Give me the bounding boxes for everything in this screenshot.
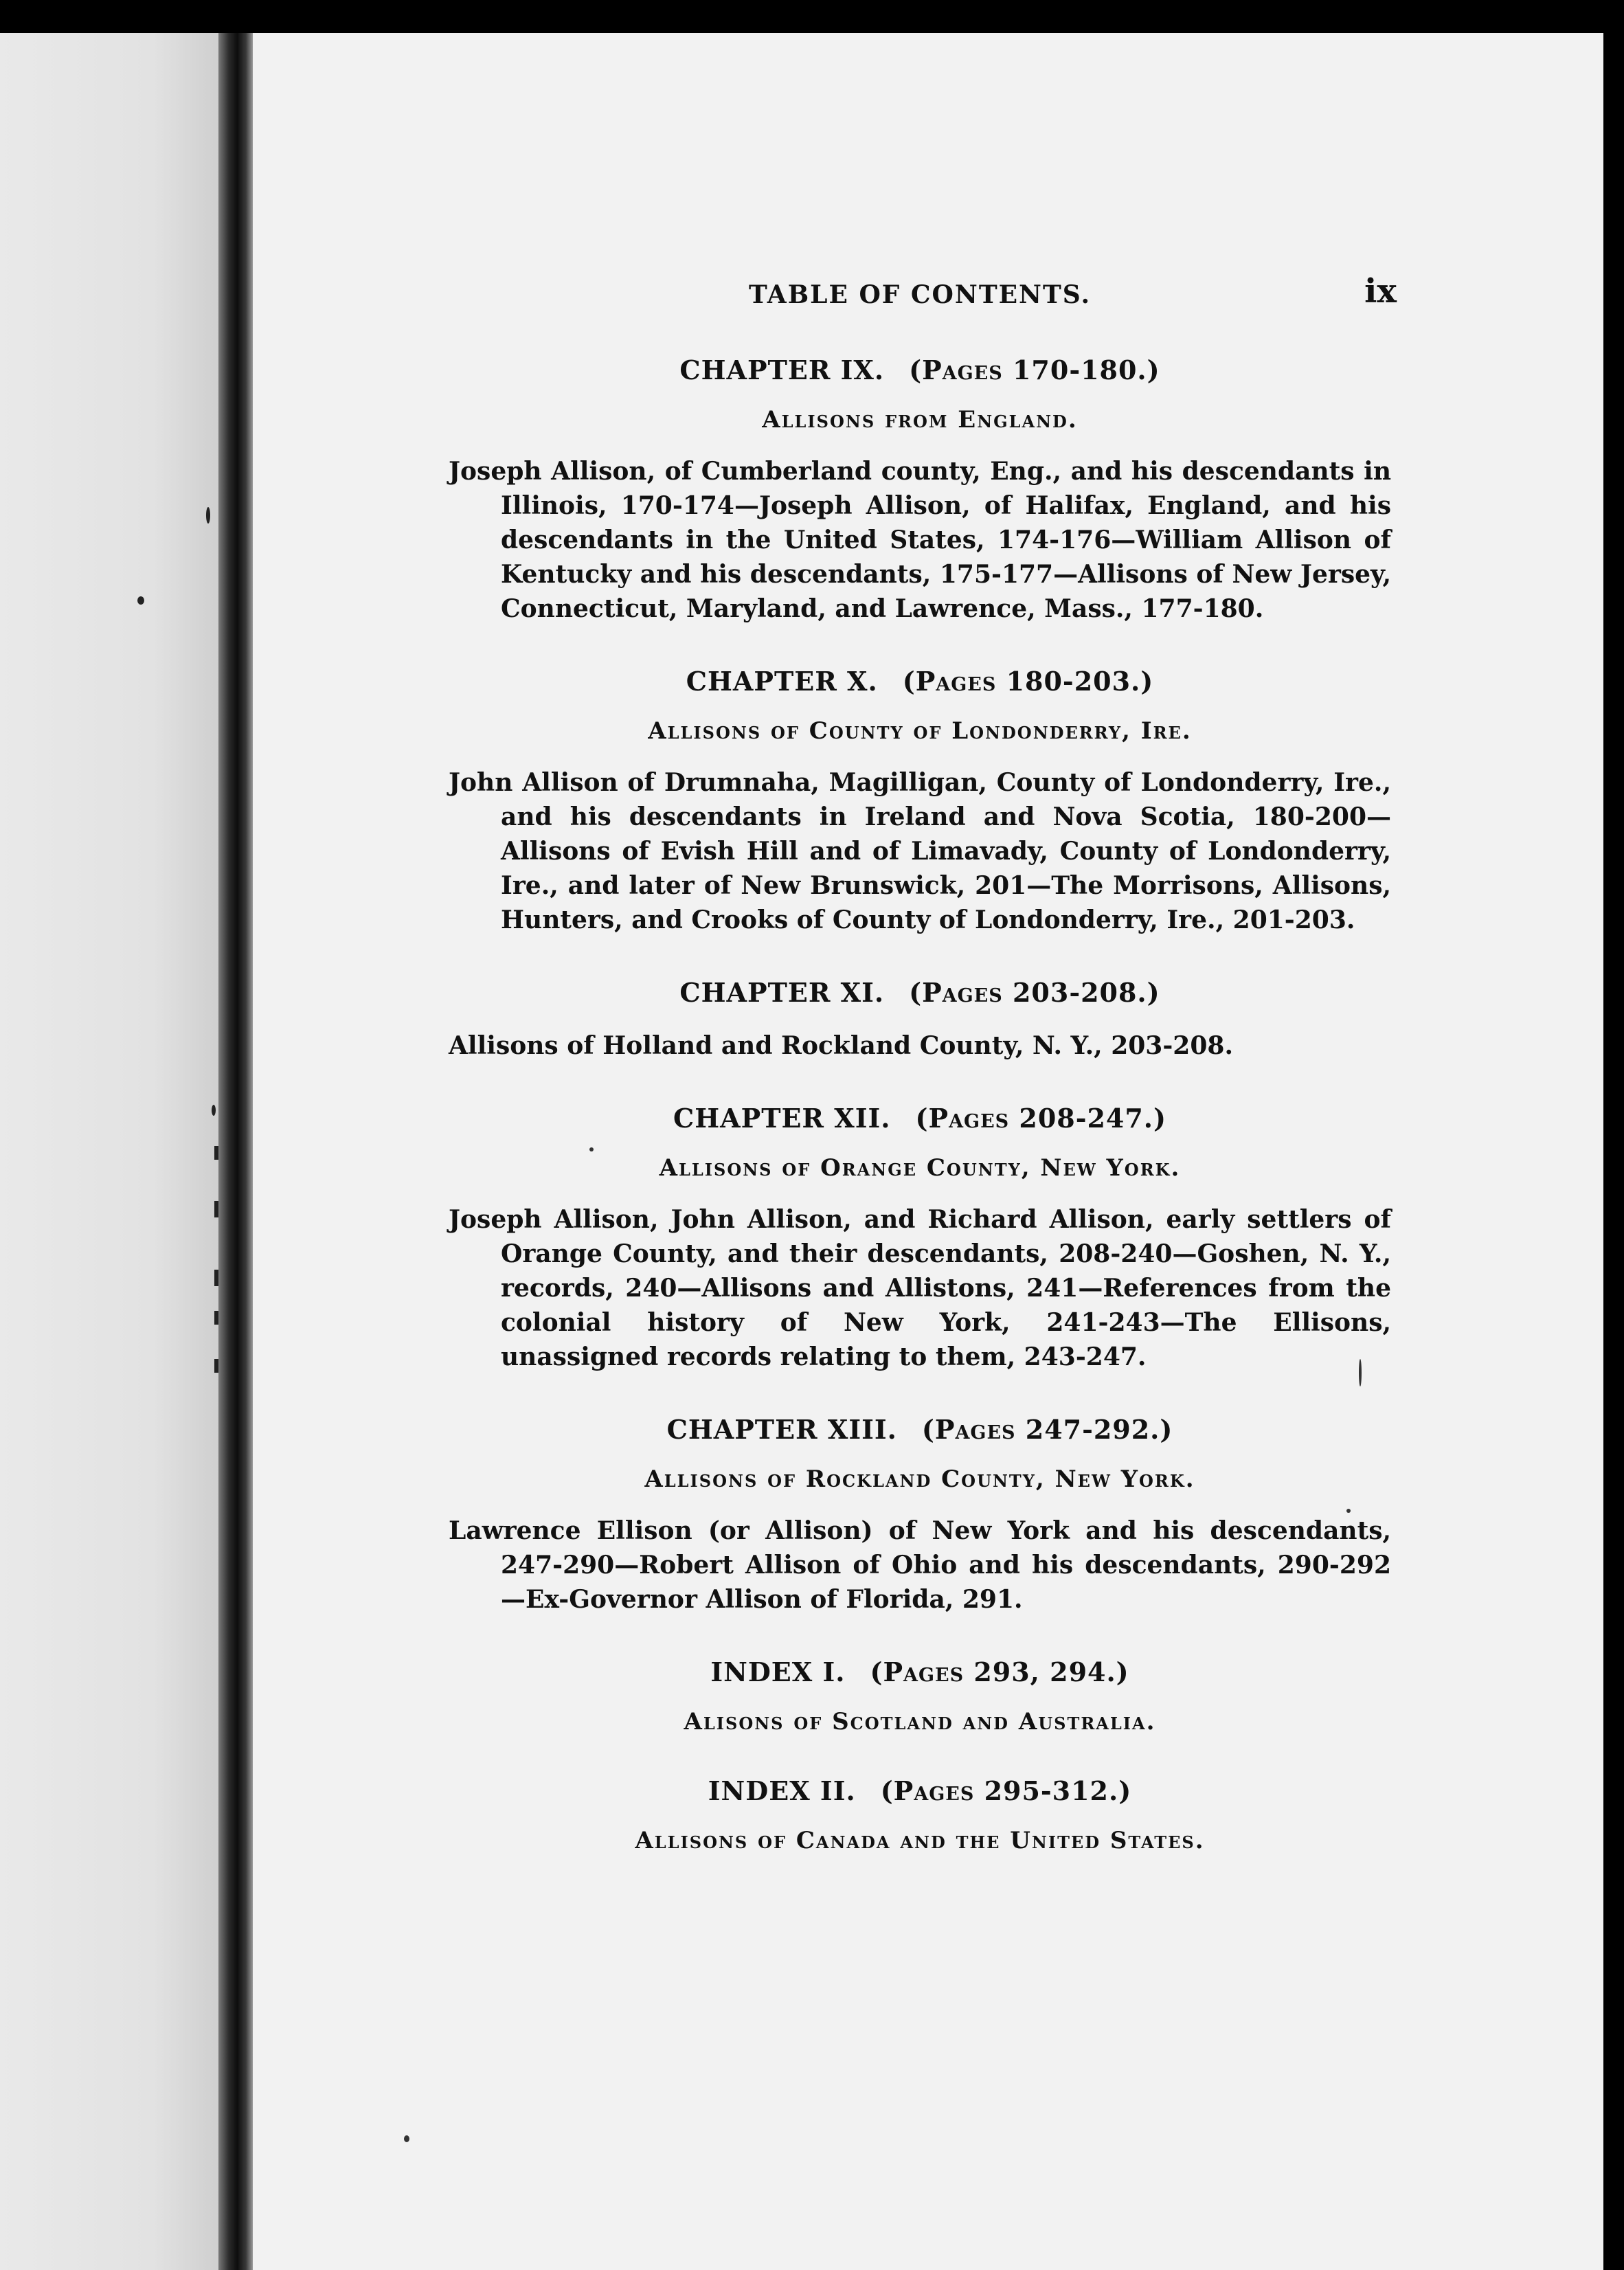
chapter-subtitle: Allisons of County of Londonderry, Ire. bbox=[648, 717, 1192, 745]
facing-page-left bbox=[0, 33, 218, 2270]
ink-speck bbox=[137, 596, 144, 605]
chapter-summary: Joseph Allison, John Allison, and Richard Allison, early settlers of Orange County, and their descendants, 208-240—Goshen, N. Y., records, 240—Allisons and Allistons, 241—References from the colonial history of New York, 241-243—The Ellisons, unassigned records relating to them, 243-247. bbox=[449, 1205, 1391, 1371]
chapter-pages: (Pages 170-180.) bbox=[909, 355, 1160, 385]
index-subtitle: Allisons of Canada and the United States. bbox=[635, 1827, 1205, 1854]
index-pages: (Pages 295-312.) bbox=[880, 1775, 1132, 1806]
table-of-contents bbox=[449, 253, 1397, 1854]
book-gutter bbox=[218, 33, 253, 2270]
chapter-pages: (Pages 247-292.) bbox=[921, 1414, 1173, 1445]
chapter-heading bbox=[449, 1414, 1391, 1445]
book-page bbox=[253, 33, 1603, 2270]
scan-border-top bbox=[0, 0, 1624, 34]
page-number: ix bbox=[1364, 272, 1397, 311]
chapter-heading bbox=[449, 1103, 1391, 1134]
chapter-pages: (Pages 203-208.) bbox=[909, 977, 1160, 1008]
chapter-subtitle: Allisons of Rockland County, New York. bbox=[644, 1465, 1195, 1493]
chapter-pages: (Pages 180-203.) bbox=[902, 666, 1154, 697]
ink-speck bbox=[404, 2135, 409, 2142]
scan-border-right bbox=[1605, 0, 1624, 2270]
running-head bbox=[449, 253, 1397, 315]
index-number: INDEX I. bbox=[710, 1656, 846, 1687]
running-title: TABLE OF CONTENTS. bbox=[748, 280, 1091, 309]
chapter-summary: John Allison of Drumnaha, Magilligan, County of Londonderry, Ire., and his descendants in Ireland and Nova Scotia, 180-200—Allisons of Evish Hill and of Limavady, County of Londonderry, Ire., and later of New Brunswick, 201—The Morrisons, Allisons, Hunters, and Crooks of County of Londonderry, Ire., 201-203. bbox=[449, 768, 1391, 934]
chapter-summary: Allisons of Holland and Rockland County, N. Y., 203-208. bbox=[449, 1031, 1233, 1060]
ink-speck bbox=[212, 1105, 216, 1116]
index-heading bbox=[449, 1656, 1391, 1687]
index-pages: (Pages 293, 294.) bbox=[870, 1656, 1129, 1687]
index-number: INDEX II. bbox=[708, 1775, 856, 1806]
chapter-number: CHAPTER XII. bbox=[673, 1103, 891, 1134]
chapter-subtitle: Allisons of Orange County, New York. bbox=[659, 1154, 1181, 1182]
chapter-heading bbox=[449, 977, 1391, 1008]
chapter-number: CHAPTER XI. bbox=[679, 977, 885, 1008]
chapter-summary: Joseph Allison, of Cumberland county, Eng., and his descendants in Illinois, 170-174—Joseph Allison, of Halifax, England, and his descendants in the United States, 174-176—William Allison of Kentucky and his descendants, 175-177—Allisons of New Jersey, Connecticut, Maryland, and Lawrence, Mass., 177-180. bbox=[449, 457, 1391, 623]
chapter-pages: (Pages 208-247.) bbox=[915, 1103, 1167, 1134]
chapter-heading bbox=[449, 666, 1391, 697]
chapter-number: CHAPTER XIII. bbox=[666, 1414, 897, 1445]
chapter-heading bbox=[449, 355, 1391, 385]
chapter-number: CHAPTER X. bbox=[686, 666, 878, 697]
index-heading bbox=[449, 1775, 1391, 1806]
chapter-summary: Lawrence Ellison (or Allison) of New York and his descendants, 247-290—Robert Allison of Ohio and his descendants, 290-292—Ex-Governor Allison of Florida, 291. bbox=[449, 1516, 1391, 1614]
ink-speck bbox=[206, 507, 210, 524]
index-subtitle: Alisons of Scotland and Australia. bbox=[684, 1708, 1156, 1735]
chapter-subtitle: Allisons from England. bbox=[762, 406, 1078, 434]
chapter-number: CHAPTER IX. bbox=[679, 355, 885, 385]
